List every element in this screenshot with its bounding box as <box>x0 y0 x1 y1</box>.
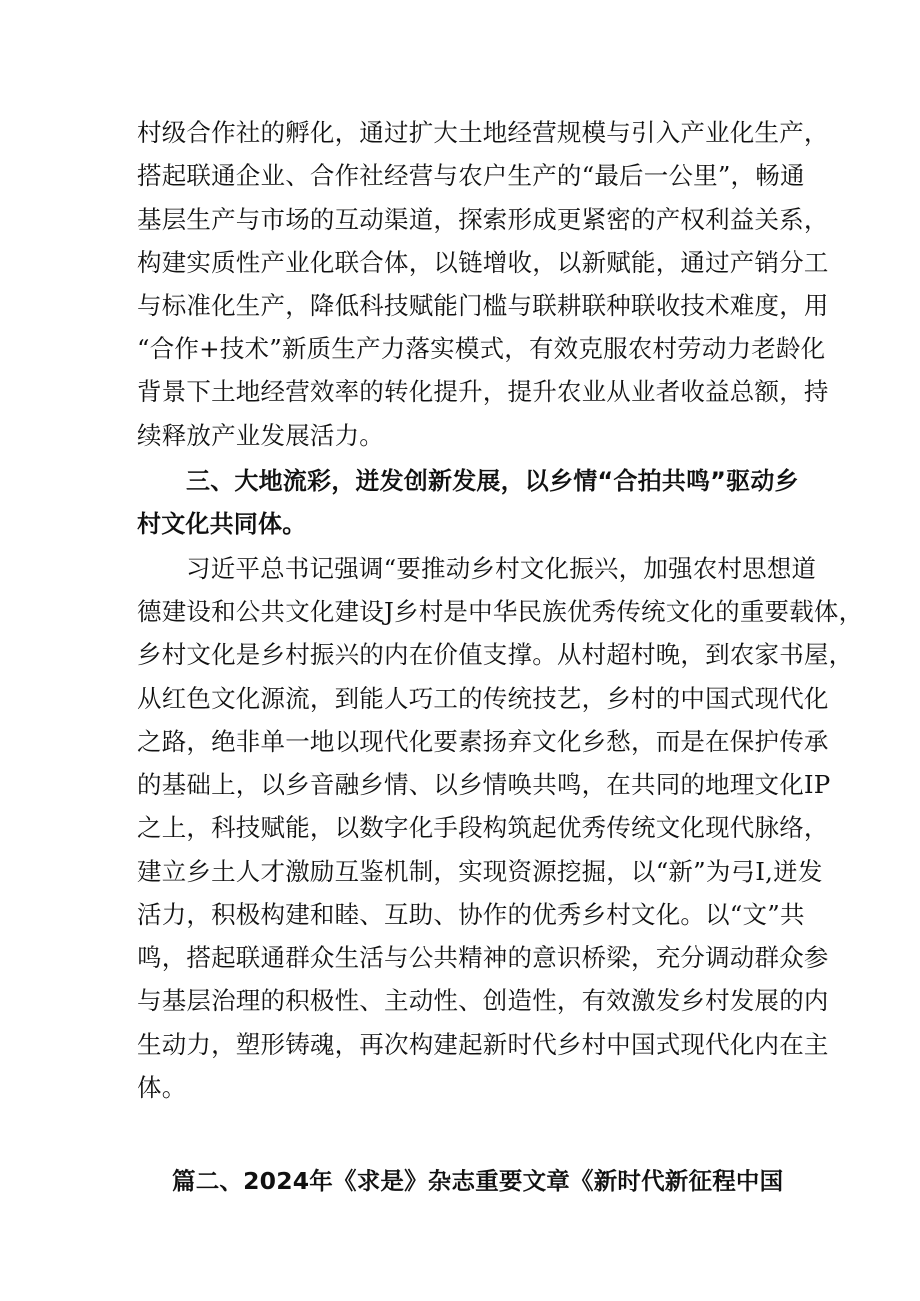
paragraph-2-line: 与基层治理的积极性、主动性、创造性，有效激发乡村发展的内 <box>137 986 829 1015</box>
paragraph-1-line: “合作+技术”新质生产力落实模式，有效克服农村劳动力老龄化 <box>137 334 826 363</box>
section-3-heading-line: 三、大地流彩，迸发创新发展，以乡情“合拍共鸣”驱动乡 <box>186 467 799 495</box>
paragraph-2-line: 德建设和公共文化建设J乡村是中华民族优秀传统文化的重要载体， <box>137 597 864 626</box>
paragraph-1-line: 构建实质性产业化联合体，以链增收，以新赋能，通过产销分工 <box>137 248 829 277</box>
paragraph-1-line: 续释放产业发展活力。 <box>137 421 384 450</box>
paragraph-2-line: 生动力，塑形铸魂，再次构建起新时代乡村中国式现代化内在主 <box>137 1030 829 1059</box>
paragraph-1-line: 搭起联通企业、合作社经营与农户生产的“最后一公里”，畅通 <box>137 161 805 190</box>
paragraph-2-line: 活力，积极构建和睦、互助、协作的优秀乡村文化。以“文”共 <box>137 900 805 929</box>
paragraph-2-line: 之上，科技赋能，以数字化手段构筑起优秀传统文化现代脉络， <box>137 813 829 842</box>
paragraph-2-line: 习近平总书记强调“要推动乡村文化振兴，加强农村思想道 <box>186 554 817 583</box>
paragraph-2-line: 建立乡土人才激励互鉴机制，实现资源挖掘，以“新”为弓I,迸发 <box>137 857 823 886</box>
section-3-heading-line: 村文化共同体。 <box>137 510 307 538</box>
paragraph-1-line: 村级合作社的孵化，通过扩大土地经营规模与引入产业化生产， <box>137 118 829 147</box>
paragraph-2-line: 乡村文化是乡村振兴的内在价值支撑。从村超村晚，到农家书屋， <box>137 640 854 669</box>
paragraph-1-line: 背景下土地经营效率的转化提升，提升农业从业者收益总额，持 <box>137 377 829 406</box>
part-2-heading: 篇二、2024年《求是》杂志重要文章《新时代新征程中国 <box>172 1167 784 1195</box>
paragraph-2-line: 体。 <box>137 1073 187 1102</box>
paragraph-1-line: 基层生产与市场的互动渠道，探索形成更紧密的产权利益关系， <box>137 205 829 234</box>
paragraph-2-line: 鸣，搭起联通群众生活与公共精神的意识桥梁，充分调动群众参 <box>137 943 829 972</box>
paragraph-2-line: 从红色文化源流，到能人巧工的传统技艺，乡村的中国式现代化 <box>137 684 829 713</box>
paragraph-1-line: 与标准化生产，降低科技赋能门槛与联耕联种联收技术难度，用 <box>137 291 829 320</box>
paragraph-2-line: 之路，绝非单一地以现代化要素扬弃文化乡愁，而是在保护传承 <box>137 727 829 756</box>
paragraph-2-line: 的基础上，以乡音融乡情、以乡情唤共鸣，在共同的地理文化IP <box>137 770 831 799</box>
